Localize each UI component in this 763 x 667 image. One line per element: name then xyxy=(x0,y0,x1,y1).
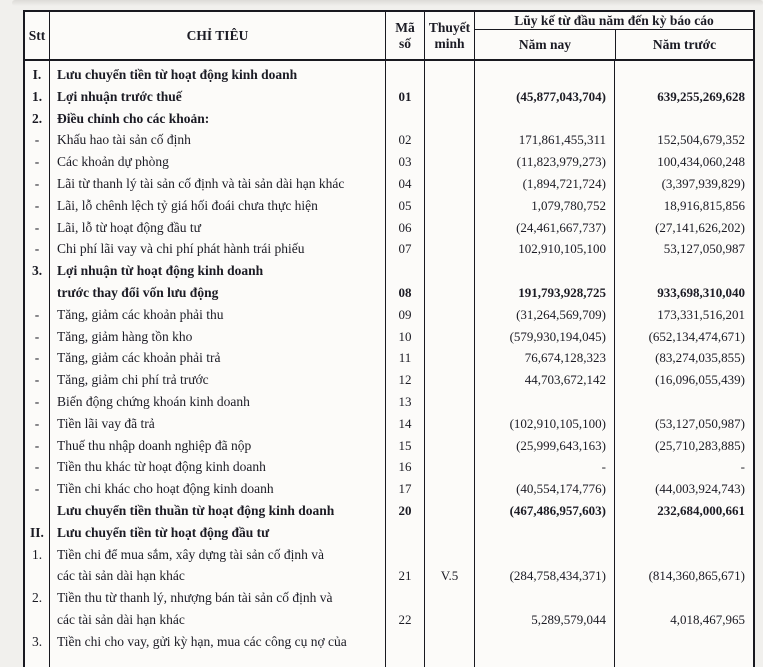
header-stt: Stt xyxy=(25,12,50,59)
row-value-prev: (814,360,865,671) xyxy=(648,568,745,584)
row-value-prev xyxy=(615,260,753,282)
row-code: 07 xyxy=(398,241,412,257)
row-value-now: 102,910,105,100 xyxy=(518,241,606,257)
row-label: Tiền lãi vay đã trả xyxy=(57,415,155,431)
row-value-now: (1,894,721,724) xyxy=(522,175,606,191)
row-stt: 2. xyxy=(31,590,43,606)
row-label: Tiền chi khác cho hoạt động kinh doanh xyxy=(57,481,274,497)
row-value-prev: (3,397,939,829) xyxy=(661,175,745,191)
row-code: 08 xyxy=(398,284,412,300)
header-chi-tieu: CHỈ TIÊU xyxy=(50,12,386,59)
row-code: 17 xyxy=(398,481,412,497)
header-nam-nay: Năm nay xyxy=(475,30,616,59)
row-value-prev: (44,003,924,743) xyxy=(655,481,745,497)
row-stt: - xyxy=(34,306,40,322)
row-value-prev xyxy=(615,64,753,86)
row-stt: - xyxy=(34,372,40,388)
row-code: 05 xyxy=(398,197,412,213)
row-value-prev: (16,096,055,439) xyxy=(655,372,745,388)
row-value-prev xyxy=(615,522,753,544)
row-code: 22 xyxy=(398,611,412,627)
row-label: Các khoản dự phòng xyxy=(57,154,169,170)
row-note xyxy=(425,391,474,413)
row-code: 20 xyxy=(398,502,412,518)
row-stt: 1. xyxy=(31,88,43,104)
row-label: Lãi, lỗ chênh lệch tỷ giá hối đoái chưa thực hiện xyxy=(57,197,318,213)
row-value-prev: 933,698,310,040 xyxy=(657,284,745,300)
row-note xyxy=(425,151,474,173)
row-label: Tiền thu từ thanh lý, nhượng bán tài sản cố định và xyxy=(57,590,333,606)
row-note xyxy=(425,456,474,478)
row-code: 13 xyxy=(398,393,412,409)
row-value-prev xyxy=(615,108,753,130)
row-stt: 2. xyxy=(31,110,43,126)
row-value-prev xyxy=(615,391,753,413)
row-value-now: - xyxy=(601,459,606,475)
row-value-now: 5,289,579,044 xyxy=(531,611,606,627)
row-note xyxy=(425,86,474,108)
row-note xyxy=(425,609,474,631)
row-note xyxy=(425,173,474,195)
row-note xyxy=(425,282,474,304)
row-value-prev: (25,710,283,885) xyxy=(655,437,745,453)
row-code: 09 xyxy=(398,306,412,322)
row-stt: - xyxy=(34,393,40,409)
row-code xyxy=(386,631,424,653)
row-value-prev: - xyxy=(740,459,745,475)
row-note xyxy=(425,217,474,239)
row-note xyxy=(425,326,474,348)
header-thuyet-minh-line2: minh xyxy=(434,35,465,51)
table-body xyxy=(25,61,753,667)
row-stt: - xyxy=(34,415,40,431)
column-ma-so xyxy=(386,61,425,667)
row-label: Lưu chuyển tiền thuần từ hoạt động kinh doanh xyxy=(57,502,335,518)
row-value-prev: 53,127,050,987 xyxy=(663,241,745,257)
row-value-prev: (27,141,626,202) xyxy=(655,219,745,235)
row-value-prev: 4,018,467,965 xyxy=(670,611,745,627)
row-value-now: 44,703,672,142 xyxy=(524,372,606,388)
row-label: Biến động chứng khoán kinh doanh xyxy=(57,393,250,409)
column-nam-nay xyxy=(475,61,615,667)
row-code xyxy=(386,260,424,282)
header-nam-truoc: Năm trước xyxy=(652,36,717,52)
row-value-prev: 18,916,815,856 xyxy=(663,197,745,213)
row-stt: 1. xyxy=(31,546,43,562)
row-value-prev xyxy=(615,544,753,566)
row-code: 04 xyxy=(398,175,412,191)
row-value-now xyxy=(475,391,614,413)
row-label: Tăng, giảm các khoản phải trả xyxy=(57,350,221,366)
row-stt: - xyxy=(34,197,40,213)
row-code: 03 xyxy=(398,154,412,170)
row-code: 15 xyxy=(398,437,412,453)
row-value-now: (24,461,667,737) xyxy=(516,219,606,235)
row-code: 02 xyxy=(398,132,412,148)
row-note xyxy=(425,238,474,260)
row-note xyxy=(425,413,474,435)
row-label: Tăng, giảm chi phí trả trước xyxy=(57,372,209,388)
row-note xyxy=(425,129,474,151)
row-label: Tăng, giảm hàng tồn kho xyxy=(57,328,193,344)
row-value-now: 191,793,928,725 xyxy=(518,284,606,300)
row-stt: - xyxy=(34,219,40,235)
row-code: 12 xyxy=(398,372,412,388)
row-value-now: (284,758,434,371) xyxy=(509,568,606,584)
row-stt: - xyxy=(34,437,40,453)
row-value-now xyxy=(475,522,614,544)
row-note xyxy=(425,369,474,391)
row-stt: - xyxy=(34,175,40,191)
row-value-prev: (652,134,474,671) xyxy=(648,328,745,344)
row-code xyxy=(386,544,424,566)
header-cumulative-group xyxy=(475,12,753,59)
row-stt: 3. xyxy=(31,633,43,649)
row-stt: I. xyxy=(32,67,42,82)
row-code: 14 xyxy=(398,415,412,431)
column-chi-tieu xyxy=(50,61,386,667)
row-value-now: (25,999,643,163) xyxy=(516,437,606,453)
column-stt xyxy=(25,61,50,667)
row-note xyxy=(425,108,474,130)
row-value-now xyxy=(475,64,614,86)
row-value-prev: 100,434,060,248 xyxy=(657,154,745,170)
row-value-prev: 173,331,516,201 xyxy=(657,306,745,322)
row-value-now: (45,877,043,704) xyxy=(516,88,606,104)
row-value-now: (40,554,174,776) xyxy=(516,481,606,497)
row-stt: - xyxy=(34,154,40,170)
row-value-now xyxy=(475,544,614,566)
header-group-title: Lũy kế từ đầu năm đến kỳ báo cáo xyxy=(475,12,753,30)
row-label: Lưu chuyển tiền từ hoạt động kinh doanh xyxy=(57,67,298,82)
row-value-now: (579,930,194,045) xyxy=(509,328,606,344)
header-thuyet-minh-line1: Thuyết xyxy=(428,19,471,35)
row-note xyxy=(425,195,474,217)
row-value-now xyxy=(475,587,614,609)
row-label: các tài sản dài hạn khác xyxy=(57,568,185,584)
row-value-prev: (83,274,035,855) xyxy=(655,350,745,366)
row-label: trước thay đổi vốn lưu động xyxy=(57,284,219,300)
row-value-now: 171,861,455,311 xyxy=(518,132,606,148)
row-label: Lợi nhuận từ hoạt động kinh doanh xyxy=(57,263,264,279)
row-stt: - xyxy=(34,132,40,148)
row-label: Tiền chi để mua sắm, xây dựng tài sản cố định và xyxy=(57,546,325,562)
row-note xyxy=(425,500,474,522)
row-stt: - xyxy=(34,241,40,257)
row-value-now: 1,079,780,752 xyxy=(531,197,606,213)
row-stt: - xyxy=(34,459,40,475)
row-label: Tiền thu khác từ hoạt động kinh doanh xyxy=(57,459,266,475)
scan-edge-artifact xyxy=(12,0,763,6)
row-note xyxy=(425,478,474,500)
row-label: Điều chỉnh cho các khoản: xyxy=(57,110,210,126)
header-thuyet-minh xyxy=(425,12,475,59)
row-note xyxy=(425,64,474,86)
row-value-prev: (53,127,050,987) xyxy=(655,415,745,431)
row-value-prev xyxy=(615,631,753,653)
row-label: Lợi nhuận trước thuế xyxy=(57,88,182,104)
header-ma-so-line1: Mã xyxy=(395,19,415,35)
row-value-prev: 232,684,000,661 xyxy=(657,502,745,518)
row-stt xyxy=(25,500,49,522)
row-stt xyxy=(25,282,49,304)
column-nam-truoc xyxy=(615,61,753,667)
row-code: 10 xyxy=(398,328,412,344)
row-code xyxy=(386,64,424,86)
row-label: Chi phí lãi vay và chi phí phát hành trái phiếu xyxy=(57,241,305,257)
row-label: Lãi, lỗ từ hoạt động đầu tư xyxy=(57,219,201,235)
row-value-now xyxy=(475,108,614,130)
row-note xyxy=(425,304,474,326)
row-label: Thuế thu nhập doanh nghiệp đã nộp xyxy=(57,437,252,453)
row-label: Tiền chi cho vay, gửi kỳ hạn, mua các công cụ nợ của xyxy=(57,633,347,649)
row-label: các tài sản dài hạn khác xyxy=(57,611,185,627)
row-code: 01 xyxy=(398,88,412,104)
row-label: Lãi từ thanh lý tài sản cố định và tài sản dài hạn khác xyxy=(57,175,345,191)
row-label: Khấu hao tài sản cố định xyxy=(57,132,191,148)
row-code: 11 xyxy=(398,350,412,366)
row-stt: II. xyxy=(30,524,44,540)
row-value-now: (11,823,979,273) xyxy=(516,154,606,170)
header-group-subrow xyxy=(475,30,753,59)
header-ma-so xyxy=(386,12,425,59)
row-value-now xyxy=(475,631,614,653)
row-stt xyxy=(25,609,49,631)
row-label: Tăng, giảm các khoản phải thu xyxy=(57,306,224,322)
row-value-prev: 152,504,679,352 xyxy=(657,132,745,148)
row-value-now xyxy=(475,260,614,282)
row-value-now: (102,910,105,100) xyxy=(509,415,606,431)
row-note: V.5 xyxy=(440,568,459,584)
row-value-now: (467,486,957,603) xyxy=(509,502,606,518)
row-code: 21 xyxy=(398,568,412,584)
row-code xyxy=(386,587,424,609)
row-stt xyxy=(25,565,49,587)
row-code: 16 xyxy=(398,459,412,475)
row-value-now: (31,264,569,709) xyxy=(516,306,606,322)
row-label: Lưu chuyển tiền từ hoạt động đầu tư xyxy=(57,524,270,540)
row-stt: - xyxy=(34,328,40,344)
row-code: 06 xyxy=(398,219,412,235)
row-value-prev: 639,255,269,628 xyxy=(657,88,745,104)
row-value-prev xyxy=(615,587,753,609)
table-header-row xyxy=(25,12,753,61)
row-note xyxy=(425,587,474,609)
row-code xyxy=(386,522,424,544)
header-ma-so-line2: số xyxy=(398,35,411,51)
row-note xyxy=(425,435,474,457)
row-stt: 3. xyxy=(31,263,43,279)
row-note xyxy=(425,522,474,544)
row-stt: - xyxy=(34,350,40,366)
row-note xyxy=(425,347,474,369)
column-thuyet-minh xyxy=(425,61,475,667)
row-note xyxy=(425,260,474,282)
row-value-now: 76,674,128,323 xyxy=(524,350,606,366)
row-stt: - xyxy=(34,481,40,497)
row-note xyxy=(425,544,474,566)
cashflow-table xyxy=(23,10,755,667)
row-note xyxy=(425,631,474,653)
row-code xyxy=(386,108,424,130)
